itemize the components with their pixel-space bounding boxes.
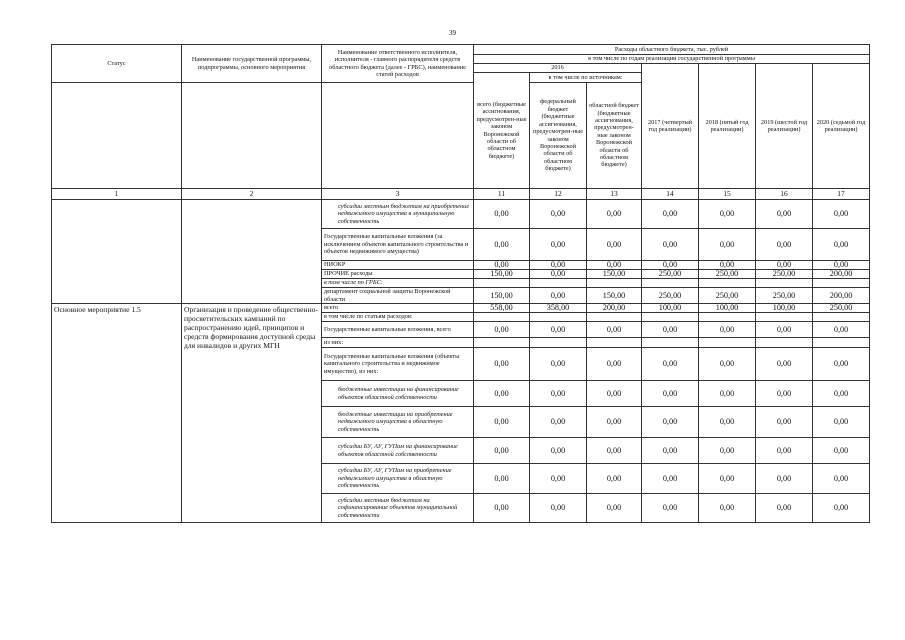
value-cell: 0,00 <box>530 494 587 523</box>
by-years-header: в том числе по годам реализации государственной программы <box>474 55 870 64</box>
value-cell: 0,00 <box>699 200 756 229</box>
value-cell: 0,00 <box>699 322 756 338</box>
column-number: 14 <box>642 189 699 200</box>
empty-cell <box>813 338 870 348</box>
value-cell: 150,00 <box>587 288 642 304</box>
empty-cell <box>813 279 870 288</box>
value-cell: 0,00 <box>699 229 756 261</box>
value-cell: 250,00 <box>756 270 813 279</box>
value-cell: 200,00 <box>587 304 642 313</box>
value-cell: 0,00 <box>474 200 530 229</box>
value-cell: 0,00 <box>587 381 642 407</box>
column-number: 16 <box>756 189 813 200</box>
value-cell: 250,00 <box>699 288 756 304</box>
table-row <box>52 200 870 229</box>
value-cell: 0,00 <box>587 494 642 523</box>
value-cell: 0,00 <box>756 464 813 494</box>
value-cell: 0,00 <box>813 494 870 523</box>
value-cell: 0,00 <box>587 438 642 464</box>
value-cell: 0,00 <box>530 288 587 304</box>
empty-cell <box>699 338 756 348</box>
expense-item-label: субсидии местным бюджетам на приобретение недвижимого имущества в муниципальную собственность <box>322 200 474 229</box>
value-cell: 0,00 <box>530 348 587 381</box>
value-cell: 0,00 <box>813 261 870 270</box>
value-cell: 200,00 <box>813 288 870 304</box>
value-cell: 0,00 <box>474 322 530 338</box>
budget-table <box>51 44 870 523</box>
page-number: 39 <box>449 29 456 37</box>
expense-item-label: Государственные капитальные вложения (объекты капитального строительства и недвижимое имущество), из них: <box>322 348 474 381</box>
empty-cell <box>587 279 642 288</box>
value-cell: 0,00 <box>813 322 870 338</box>
value-cell: 0,00 <box>813 381 870 407</box>
value-cell: 100,00 <box>699 304 756 313</box>
value-cell: 100,00 <box>642 304 699 313</box>
expense-item-label: в том числе по статьям расходов: <box>322 313 474 322</box>
column-number: 1 <box>52 189 182 200</box>
value-cell: 0,00 <box>756 261 813 270</box>
value-cell: 0,00 <box>530 464 587 494</box>
year-2016-header: 2016 <box>474 64 642 73</box>
value-cell: 0,00 <box>813 348 870 381</box>
column-number: 12 <box>530 189 587 200</box>
expense-item-label: Государственные капитальные вложения (за исключением объектов капитального строительства и объектов недвижимого имущества) <box>322 229 474 261</box>
value-cell: 0,00 <box>587 200 642 229</box>
value-cell: 0,00 <box>530 438 587 464</box>
empty-cell <box>530 338 587 348</box>
expense-item-label: бюджетные инвестиции на приобретение недвижимого имущества в областную собственность <box>322 407 474 438</box>
value-cell: 0,00 <box>587 464 642 494</box>
expense-item-label: из них: <box>322 338 474 348</box>
value-cell: 0,00 <box>587 407 642 438</box>
value-cell: 0,00 <box>756 348 813 381</box>
value-cell: 0,00 <box>642 464 699 494</box>
value-cell: 0,00 <box>813 438 870 464</box>
expense-item-label: субсидии БУ, АУ, ГУПам на приобретение недвижимого имущества в областную собственность <box>322 464 474 494</box>
empty-cell <box>587 338 642 348</box>
value-cell: 0,00 <box>642 407 699 438</box>
value-cell: 0,00 <box>813 200 870 229</box>
empty-cell <box>699 313 756 322</box>
empty-cell <box>642 279 699 288</box>
value-cell: 0,00 <box>699 348 756 381</box>
value-cell: 0,00 <box>530 407 587 438</box>
value-cell: 0,00 <box>587 261 642 270</box>
value-cell: 100,00 <box>756 304 813 313</box>
expense-item-label: в том числе по ГРБС: <box>322 279 474 288</box>
value-cell: 150,00 <box>474 288 530 304</box>
value-cell: 0,00 <box>474 464 530 494</box>
expense-item-label: бюджетные инвестиции на финансирование объектов областной собственности <box>322 381 474 407</box>
expense-item-label: департамент социальной защиты Воронежской области <box>322 288 474 304</box>
value-cell: 0,00 <box>642 438 699 464</box>
by-sources-header: в том числе по источникам: <box>530 73 642 83</box>
value-cell: 0,00 <box>642 322 699 338</box>
value-cell: 0,00 <box>756 494 813 523</box>
status-header: Статус <box>52 45 182 83</box>
value-cell: 0,00 <box>756 322 813 338</box>
column-number: 2 <box>182 189 322 200</box>
expense-item-label: всего <box>322 304 474 313</box>
value-cell: 0,00 <box>530 322 587 338</box>
value-cell: 358,00 <box>530 304 587 313</box>
y2017-header: 2017 (четвертый год реализации) <box>642 64 699 189</box>
expense-item-label: ПРОЧИЕ расходы <box>322 270 474 279</box>
value-cell: 0,00 <box>474 261 530 270</box>
value-cell: 0,00 <box>530 270 587 279</box>
value-cell: 0,00 <box>756 407 813 438</box>
value-cell: 0,00 <box>642 381 699 407</box>
value-cell: 0,00 <box>813 229 870 261</box>
value-cell: 250,00 <box>756 288 813 304</box>
value-cell: 558,00 <box>474 304 530 313</box>
empty-cell <box>756 313 813 322</box>
empty-cell <box>530 313 587 322</box>
value-cell: 250,00 <box>642 270 699 279</box>
value-cell: 0,00 <box>642 200 699 229</box>
measure-name: Организация и проведение общественно-просветительских кампаний по распространению идей, принципов и средств формирования доступной среды для инвалидов и других МГН <box>182 304 322 523</box>
value-cell: 250,00 <box>699 270 756 279</box>
value-cell: 0,00 <box>756 229 813 261</box>
table-body <box>52 200 870 523</box>
value-cell: 150,00 <box>587 270 642 279</box>
value-cell: 0,00 <box>699 464 756 494</box>
value-cell: 0,00 <box>587 229 642 261</box>
value-cell: 0,00 <box>699 381 756 407</box>
empty-cell <box>813 313 870 322</box>
value-cell: 0,00 <box>474 407 530 438</box>
value-cell: 0,00 <box>642 261 699 270</box>
value-cell: 0,00 <box>756 200 813 229</box>
value-cell: 0,00 <box>530 381 587 407</box>
column-number: 3 <box>322 189 474 200</box>
value-cell: 0,00 <box>642 494 699 523</box>
column-number: 15 <box>699 189 756 200</box>
value-cell: 0,00 <box>642 348 699 381</box>
y2020-header: 2020 (седьмой год реализации) <box>813 64 870 189</box>
value-cell: 0,00 <box>474 438 530 464</box>
table-row <box>52 304 870 313</box>
executor-header: Наименование ответственного исполнителя, исполнителя - главного распорядителя средств областного бюджета (далее - ГРБС), наименование статей расходов <box>322 45 474 83</box>
column-numbers-row <box>52 189 870 200</box>
value-cell: 0,00 <box>813 464 870 494</box>
empty-cell <box>474 338 530 348</box>
value-cell: 0,00 <box>474 229 530 261</box>
federal-header: федеральный бюджет (бюджетные ассигнования, предусмотрен-ные законом Воронежской области об областном бюджете) <box>530 83 587 189</box>
empty-cell <box>756 338 813 348</box>
expenses-header: Расходы областного бюджета, тыс. рублей <box>474 45 870 55</box>
value-cell: 250,00 <box>642 288 699 304</box>
measure-status: Основное мероприятие 1.5 <box>52 304 182 523</box>
regional-header: областной бюджет (бюджетные ассигнования, предусмотрен-ные законом Воронежской области об областном бюджете) <box>587 83 642 189</box>
expense-item-label: субсидии местным бюджетам на софинансирование объектов муниципальной собственности <box>322 494 474 523</box>
value-cell: 250,00 <box>813 304 870 313</box>
value-cell: 0,00 <box>756 438 813 464</box>
value-cell: 150,00 <box>474 270 530 279</box>
value-cell: 0,00 <box>530 261 587 270</box>
empty-cell <box>756 279 813 288</box>
empty-cell <box>474 313 530 322</box>
expense-item-label: НИОКР <box>322 261 474 270</box>
value-cell: 0,00 <box>474 494 530 523</box>
y2019-header: 2019 (шестой год реализации) <box>756 64 813 189</box>
empty-cell <box>474 279 530 288</box>
value-cell: 0,00 <box>530 200 587 229</box>
value-cell: 0,00 <box>699 261 756 270</box>
value-cell: 0,00 <box>699 438 756 464</box>
column-number: 17 <box>813 189 870 200</box>
value-cell: 0,00 <box>587 322 642 338</box>
expense-item-label: Государственные капитальные вложения, всего <box>322 322 474 338</box>
y2018-header: 2018 (пятый год реализации) <box>699 64 756 189</box>
empty-cell <box>699 279 756 288</box>
program-name-header: Наименование государственной программы, подпрограммы, основного мероприятия <box>182 45 322 83</box>
table-header <box>52 45 870 200</box>
value-cell: 0,00 <box>642 229 699 261</box>
value-cell: 0,00 <box>474 348 530 381</box>
empty-cell <box>587 313 642 322</box>
value-cell: 0,00 <box>699 407 756 438</box>
empty-cell <box>530 279 587 288</box>
value-cell: 0,00 <box>756 381 813 407</box>
status-cell <box>52 200 182 304</box>
value-cell: 0,00 <box>813 407 870 438</box>
value-cell: 0,00 <box>699 494 756 523</box>
value-cell: 0,00 <box>474 381 530 407</box>
total-header: всего (бюджетные ассигнования, предусмотрен-ные законом Воронежской области об областном бюджете) <box>474 73 530 189</box>
expense-item-label: субсидии БУ, АУ, ГУПам на финансирование объектов областной собственности <box>322 438 474 464</box>
empty-cell <box>642 313 699 322</box>
value-cell: 200,00 <box>813 270 870 279</box>
value-cell: 0,00 <box>530 229 587 261</box>
value-cell: 0,00 <box>587 348 642 381</box>
empty-cell <box>642 338 699 348</box>
program-name-cell <box>182 200 322 304</box>
column-number: 11 <box>474 189 530 200</box>
column-number: 13 <box>587 189 642 200</box>
